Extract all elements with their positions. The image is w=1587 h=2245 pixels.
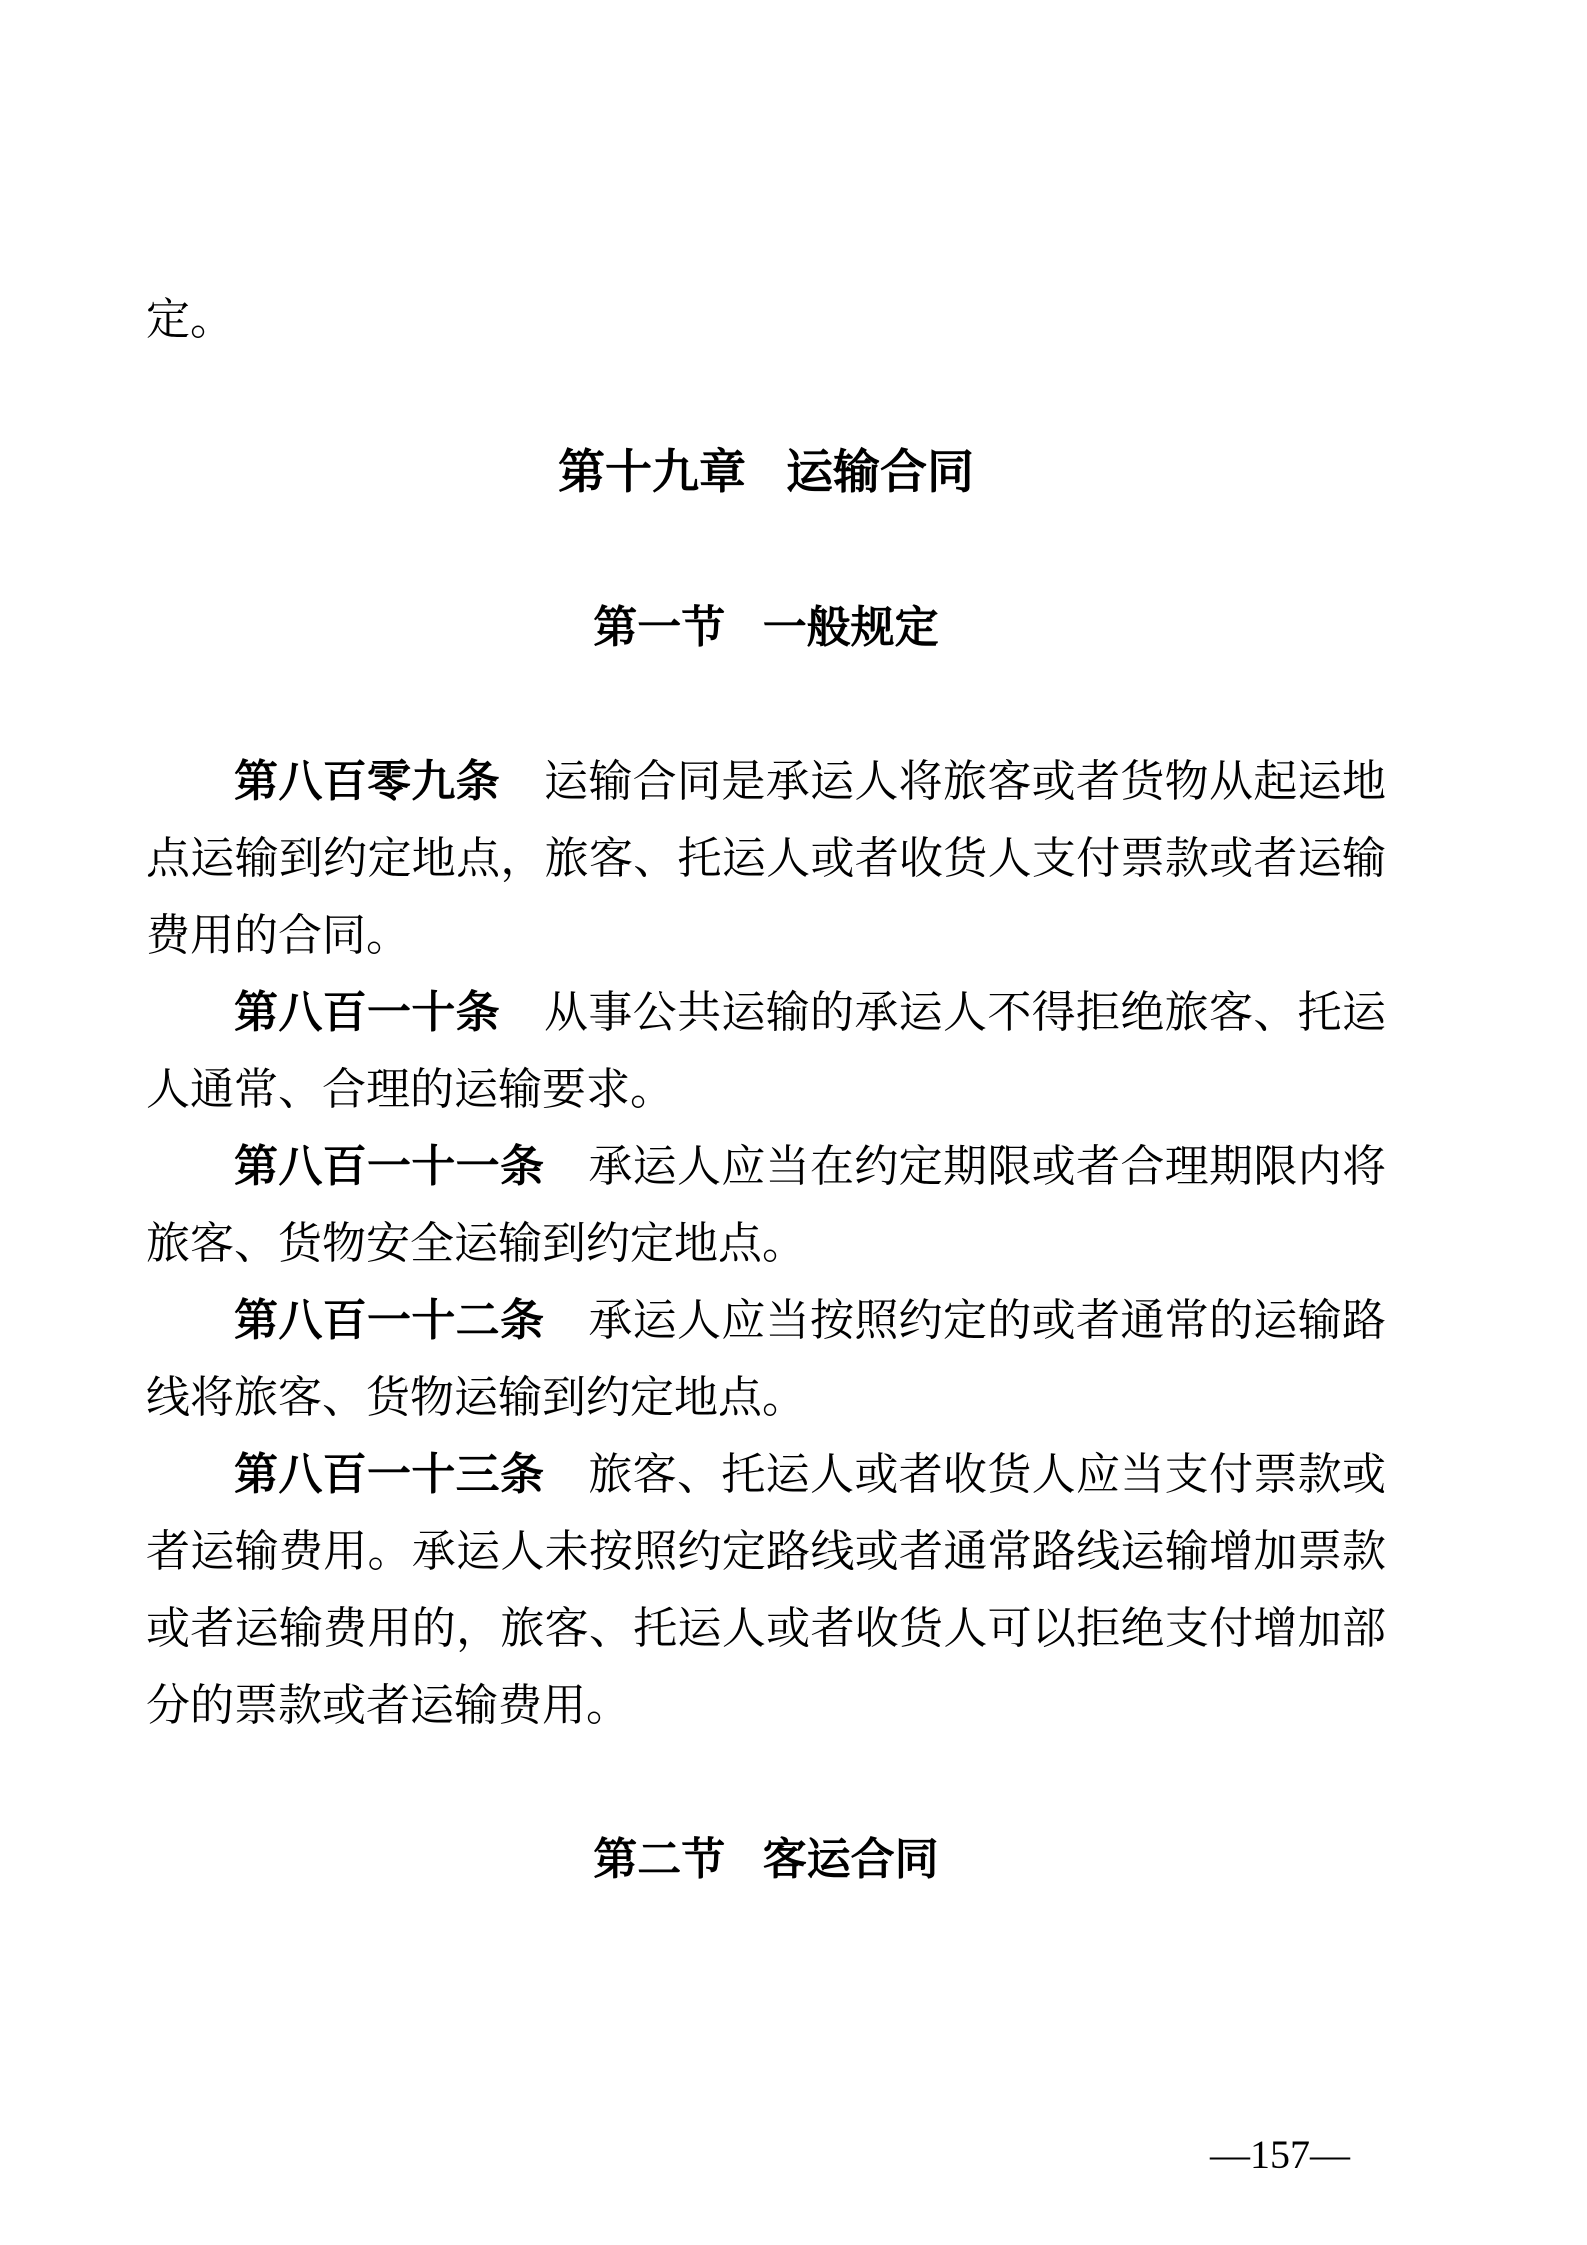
- article-text: 旅客、托运人或者收货人应当支付票款或者运输费用。承运人未按照约定路线或者通常路线运输增加票款或者运输费用的，旅客、托运人或者收货人可以拒绝支付增加部分的票款或者运输费用。: [146, 1450, 1387, 1730]
- article-number: 第八百一十二条: [234, 1296, 545, 1345]
- article-paragraph-809: [146, 743, 1386, 974]
- section-1-number: 第一节: [593, 603, 726, 652]
- article-paragraph-813: [146, 1436, 1386, 1744]
- article-number: 第八百一十一条: [234, 1142, 545, 1191]
- section-2-number: 第二节: [593, 1835, 726, 1884]
- chapter-title: 运输合同: [785, 445, 974, 498]
- article-number: 第八百一十条: [234, 988, 500, 1037]
- articles-block: [146, 743, 1386, 1744]
- article-text: 从事公共运输的承运人不得拒绝旅客、托运人通常、合理的运输要求。: [146, 988, 1386, 1114]
- article-text: 承运人应当在约定期限或者合理期限内将旅客、货物安全运输到约定地点。: [146, 1142, 1387, 1268]
- article-number: 第八百一十三条: [234, 1450, 545, 1499]
- article-text: 承运人应当按照约定的或者通常的运输路线将旅客、货物运输到约定地点。: [146, 1296, 1387, 1422]
- continuation-text: 定。: [146, 295, 234, 344]
- section-heading-2: [146, 1821, 1386, 1898]
- section-1-title: 一般规定: [762, 603, 939, 652]
- chapter-heading: [146, 433, 1386, 510]
- chapter-number: 第十九章: [558, 445, 747, 498]
- article-paragraph-812: [146, 1282, 1386, 1436]
- section-heading-1: [146, 589, 1386, 666]
- article-text: 运输合同是承运人将旅客或者货物从起运地点运输到约定地点，旅客、托运人或者收货人支付票款或者运输费用的合同。: [146, 757, 1386, 960]
- section-2-title: 客运合同: [762, 1835, 939, 1884]
- article-paragraph-811: [146, 1128, 1386, 1282]
- page-number: —157—: [1210, 2132, 1350, 2177]
- article-number: 第八百零九条: [234, 757, 500, 806]
- article-paragraph-810: [146, 974, 1386, 1128]
